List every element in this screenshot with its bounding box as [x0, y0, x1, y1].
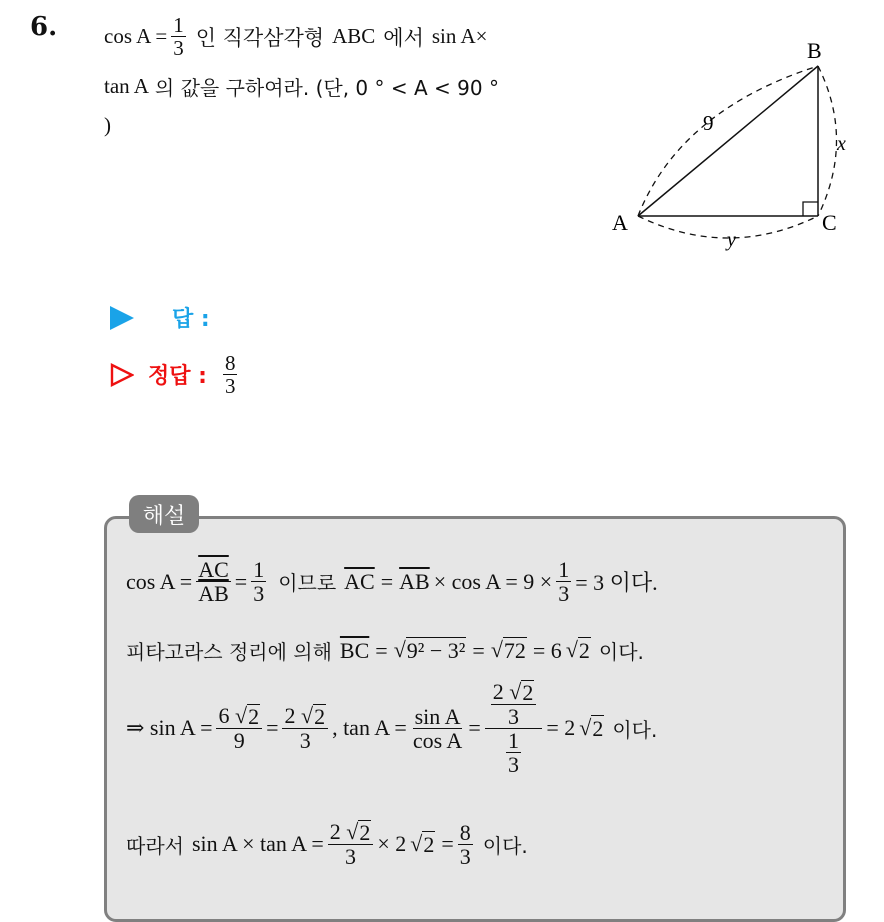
exp2-tail: = 6: [532, 637, 562, 663]
exp1-f2den: 3: [558, 581, 570, 607]
exp3-cf-bot-den: 3: [508, 752, 520, 778]
exp3-cf-top-den: 3: [508, 704, 520, 730]
exp1-fnum: 1: [253, 557, 265, 582]
exp2-rad3: 2: [578, 638, 590, 663]
exp4-fraction-1: 2 √ 2 3: [328, 820, 374, 868]
exp1-ac: $\overline{AC}$: [344, 568, 375, 594]
exp3-tail: = 2: [546, 715, 576, 741]
exp3-f3den: cos A: [412, 727, 463, 753]
exp1-fraction: [251, 558, 266, 605]
exp3-tail-sqrt: √ 2: [579, 714, 604, 741]
exp2-text: 피타고라스 정리에 의해: [126, 640, 332, 664]
exp3-cf-top-num: 2: [492, 679, 504, 704]
exp2-rad2: 72: [503, 638, 526, 663]
exp2-rad1: 9² − 3²: [406, 638, 466, 663]
exp4-f1den: 3: [345, 844, 357, 870]
exp4-mid-rad: 2: [423, 831, 435, 857]
exp1-tail: = 3 이다.: [575, 570, 658, 596]
exp3-complex-fraction: 2 √ 2 3 $\frac{1}{3}$: [485, 680, 543, 776]
exp3-f1rad: 2: [248, 704, 260, 730]
triangle-name: ABC: [332, 24, 376, 49]
exp2-sqrt-1: √ 9² − 3²: [393, 637, 466, 663]
explanation-line-4: [126, 820, 528, 868]
explanation-line-1: [126, 558, 658, 605]
vertex-a-label: A: [612, 210, 628, 235]
exp2-end: 이다.: [598, 640, 644, 664]
correct-label: 정답 :: [148, 364, 207, 390]
exp2-sqrt-3: √ 2: [565, 637, 590, 663]
explanation-tag: 해설: [129, 495, 199, 533]
exp4-f2den: 3: [459, 843, 471, 869]
exp1-ab: $\overline{AB}$: [399, 568, 430, 594]
exp1-rest: × cos A = 9 ×: [433, 568, 553, 594]
exp3-end: 이다.: [612, 717, 658, 742]
question-text-3: 의 값을 구하여라. (단, 0 ° < A < 90 °: [154, 76, 499, 100]
exp3-tan: , tan A =: [332, 715, 407, 741]
exp3-eq2: =: [468, 715, 481, 741]
question-text-2: 에서: [383, 25, 424, 50]
exp3-f1den: 9: [233, 728, 245, 754]
fraction-numerator: 1: [173, 13, 184, 37]
exp3-f2rad: 2: [314, 704, 326, 730]
answer-row: [110, 302, 220, 333]
question-line-3: [104, 113, 111, 138]
exp3-fraction-3: [411, 705, 465, 752]
exp3-tail-rad: 2: [592, 715, 604, 741]
fraction-denominator: 3: [173, 36, 184, 61]
exp4-eq: =: [441, 831, 454, 857]
exp3-eq: =: [266, 715, 279, 741]
exp3-fraction-2: 2 √ 2 3: [282, 704, 328, 752]
exp4-end: 이다.: [482, 833, 528, 858]
tan-a-text: tan A: [104, 74, 149, 98]
exp3-cf-bot-num: 1: [508, 728, 520, 754]
arc-bc: [818, 66, 837, 216]
cos-a-text: cos A =: [104, 24, 168, 49]
right-angle-marker: [803, 202, 818, 216]
triangle-figure: [600, 30, 870, 260]
vertex-c-label: C: [822, 210, 837, 235]
question-fraction: [171, 14, 186, 59]
exp1-eq1: =: [234, 568, 248, 594]
exp3-fraction-1: 6 √ 2 9: [216, 704, 262, 752]
closing-paren: ): [104, 113, 111, 137]
exp4-expr: sin A × tan A =: [191, 831, 324, 857]
exp1-fraction-2: [556, 558, 571, 605]
exp1-cos-a: cos A =: [126, 568, 193, 594]
vertex-b-label: B: [807, 38, 822, 63]
explanation-line-2: [126, 636, 644, 665]
question-line-1: [104, 14, 487, 59]
side-ab-label: 9: [703, 111, 714, 135]
exp3-f2den: 3: [299, 728, 311, 754]
exp1-f2num: 1: [558, 557, 570, 582]
exp1-text: 이므로: [278, 571, 337, 596]
question-number: 6.: [30, 12, 58, 42]
exp1-num: $\overline{AC}$: [198, 557, 229, 582]
side-ab-line: [638, 66, 818, 216]
answer-label: 답 :: [172, 307, 210, 332]
exp3-f1num: 6: [218, 703, 230, 729]
correct-fraction: [223, 352, 238, 397]
exp1-den: AB: [198, 581, 229, 607]
exp3-arrow: ⇒ sin A =: [126, 715, 213, 741]
side-ac-label: y: [727, 229, 736, 251]
exp2-bc: $\overline{BC}$: [339, 637, 370, 663]
exp2-eq2: =: [472, 637, 485, 663]
side-bc-label: x: [837, 133, 846, 155]
correct-denominator: 3: [224, 374, 236, 399]
answer-play-icon: [110, 306, 134, 330]
exp4-mid: × 2: [377, 831, 407, 857]
exp3-cf-top-rad: 2: [522, 680, 534, 705]
exp4-f1num: 2: [329, 819, 341, 844]
exp1-ratio-fraction: [196, 558, 231, 605]
exp4-f2num: 8: [459, 819, 471, 845]
correct-answer-row: [110, 352, 241, 397]
exp4-text: 따라서: [126, 833, 184, 858]
exp3-f3num: sin A: [414, 703, 461, 729]
explanation-line-3: [126, 680, 657, 776]
exp4-fraction-2: [458, 821, 473, 868]
exp2-sqrt-2: √ 72: [490, 637, 526, 663]
exp3-f2num: 2: [284, 703, 296, 729]
sin-a-times: sin A×: [431, 24, 488, 49]
exp4-f1rad: 2: [359, 820, 371, 845]
correct-outline-play-icon: [110, 363, 134, 387]
question-line-2: [104, 72, 499, 101]
exp4-mid-sqrt: √ 2: [410, 830, 435, 857]
correct-numerator: 8: [224, 351, 236, 375]
question-text-1: 인 직각삼각형: [195, 25, 325, 50]
exp1-eq2: =: [380, 568, 394, 594]
exp2-eq: =: [375, 637, 388, 663]
exp1-fden: 3: [253, 581, 265, 607]
